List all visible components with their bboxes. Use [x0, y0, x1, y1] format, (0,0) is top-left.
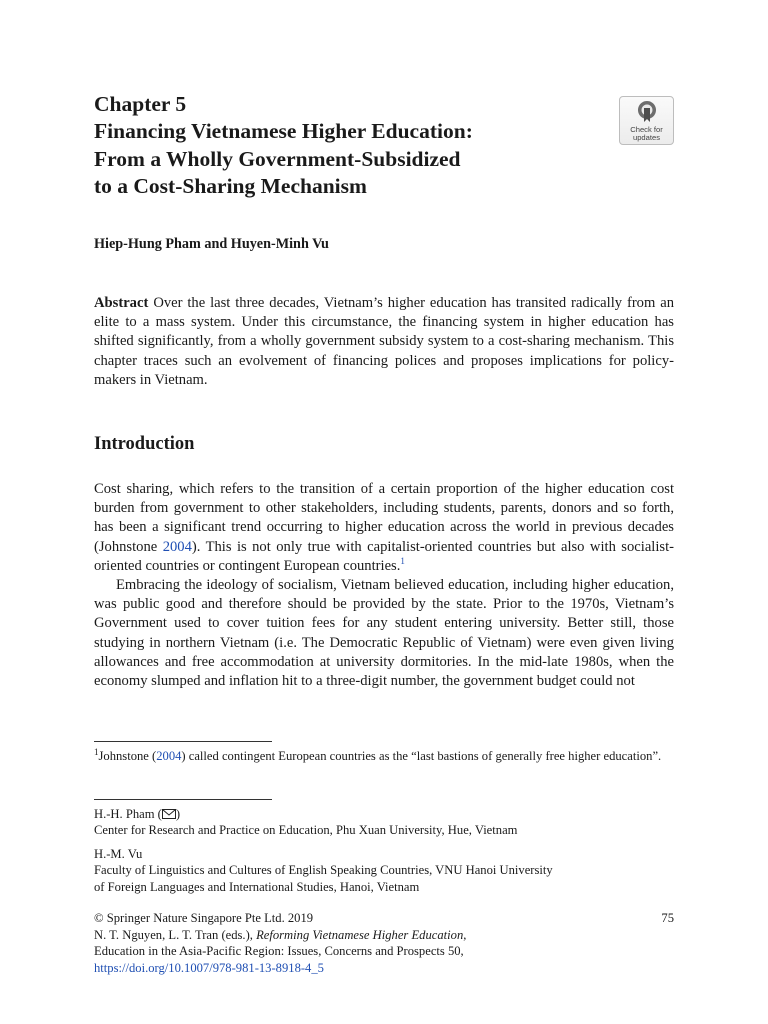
affiliation-pham: H.-H. Pham ( ) Center for Research and Practice on Education, Phu Xuan University, Hue, Vietnam: [94, 806, 674, 839]
footnote-ref-1[interactable]: 1: [400, 555, 405, 566]
badge-label: Check for updates: [630, 125, 663, 142]
copyright-block: [94, 910, 594, 976]
citation-link-johnstone-2004[interactable]: 2004: [162, 538, 192, 555]
book-citation-line: N. T. Nguyen, L. T. Tran (eds.), Reforming Vietnamese Higher Education,: [94, 927, 467, 942]
envelope-icon[interactable]: [162, 809, 176, 819]
paragraph-1: Cost sharing, which refers to the transition of a certain proportion of the higher education cost burden from government to other stakeholders, including students, parents, donors and so forth, has been a significant trend occurring to higher education across the world in previous decades (Johnstone 2004). This is not only true with capitalist-oriented countries but also with socialist-oriented countries or contingent European countries.$^1$: [94, 481, 674, 574]
check-for-updates-badge[interactable]: [619, 96, 674, 145]
affiliation-vu-line-1: Faculty of Linguistics and Cultures of English Speaking Countries, VNU Hanoi University: [94, 863, 553, 878]
paragraph-2: Embracing the ideology of socialism, Vietnam believed education, including higher education, was public good and therefore should be provided by the state. Prior to the 1970s, Vietnam’s Government used to cover tuition fees for any student entering university. Better still, those studying in northern Vietnam (i.e. The Democratic Republic of Vietnam) were even given living allowances and free accommodation at university dormitories. In the mid-late 1980s, when the economy slumped and inflation hit to a three-digit number, the government budget could not: [94, 577, 674, 690]
footnote-marker: 1: [94, 746, 99, 757]
affiliation-vu-line-2: of Foreign Languages and International Studies, Hanoi, Vietnam: [94, 879, 420, 894]
chapter-title: [94, 118, 614, 201]
copyright-line: © Springer Nature Singapore Pte Ltd. 2019: [94, 911, 314, 925]
footnote-citation-link[interactable]: 2004: [156, 749, 182, 763]
series-line: Education in the Asia-Pacific Region: Issues, Concerns and Prospects 50,: [94, 944, 464, 959]
author-list: Hiep-Hung Pham and Huyen-Minh Vu: [94, 236, 329, 252]
abstract: [94, 294, 674, 390]
footnote-divider: [94, 741, 272, 742]
affiliation-vu: [94, 846, 674, 895]
chapter-title-line-3: to a Cost-Sharing Mechanism: [94, 174, 367, 198]
check-for-updates-icon: [637, 100, 657, 124]
section-heading-introduction: Introduction: [94, 434, 195, 454]
chapter-title-line-1: Financing Vietnamese Higher Education:: [94, 119, 473, 143]
affiliation-vu-name: H.-M. Vu: [94, 847, 143, 861]
footnote-1: $^1$Johnstone (2004) called contingent European countries as the “last bastions of generally free higher education”.: [94, 746, 662, 763]
abstract-text: Over the last three decades, Vietnam’s higher education has transited radically from an elite to a mass system. Under this circumstance, the financing system in higher education has shifted significantly, from a wholly government subsidy system to a cost-sharing mechanism. This chapter traces such an evolvement of financing polices and proposes implications for policy-makers in Vietnam.: [94, 295, 674, 388]
chapter-label: Chapter 5: [94, 92, 187, 116]
doi-link[interactable]: https://doi.org/10.1007/978-981-13-8918-4_5: [94, 960, 324, 975]
chapter-title-line-2: From a Wholly Government-Subsidized: [94, 146, 461, 171]
book-title: Reforming Vietnamese Higher Education: [256, 927, 464, 942]
introduction-body: [94, 480, 674, 691]
abstract-label: Abstract: [94, 295, 149, 311]
affiliation-divider: [94, 799, 272, 800]
affiliation-pham-institution: Center for Research and Practice on Education, Phu Xuan University, Hue, Vietnam: [94, 823, 518, 838]
page-number: 75: [661, 911, 674, 925]
